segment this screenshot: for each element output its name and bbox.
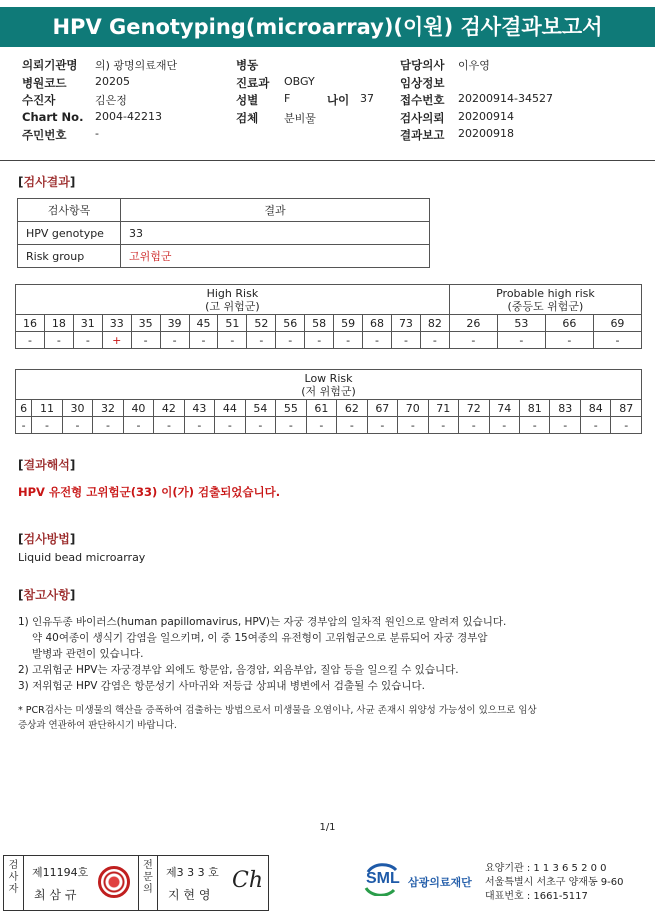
- hpv-type-cell: 84: [580, 400, 610, 417]
- hpv-result-cell: -: [245, 417, 275, 434]
- hpv-type-cell: 11: [32, 400, 62, 417]
- hpv-type-cell: 68: [363, 315, 392, 332]
- sex-label: 성별: [236, 93, 259, 107]
- receipt-no-value: 20200914-34527: [458, 92, 553, 105]
- hpv-type-cell: 42: [154, 400, 184, 417]
- hpv-type-cell: 56: [276, 315, 305, 332]
- doctor-label: 담당의사: [400, 58, 445, 72]
- low-risk-grid: [15, 369, 642, 434]
- result-table: [17, 198, 430, 268]
- report-value: 20200918: [458, 127, 514, 140]
- hpv-type-cell: 43: [184, 400, 214, 417]
- hpv-result-cell: -: [449, 332, 497, 349]
- interpretation-text: HPV 유전형 고위험군(33) 이(가) 검출되었습니다.: [18, 485, 281, 499]
- note-line: 2) 고위험군 HPV는 자궁경부암 외에도 항문암, 음경암, 외음부암, 질암 등을 일으킬 수 있습니다.: [18, 664, 459, 676]
- hpv-type-cell: 16: [16, 315, 45, 332]
- hpv-type-cell: 45: [189, 315, 218, 332]
- hpv-type-cell: 53: [497, 315, 545, 332]
- probable-risk-header: Probable high risk (중등도 위험군): [449, 285, 641, 315]
- seal-icon: [98, 866, 130, 898]
- hpv-type-cell: 30: [62, 400, 92, 417]
- hpv-type-cell: 33: [102, 315, 131, 332]
- high-risk-grid: [15, 284, 642, 349]
- hpv-type-cell: 59: [334, 315, 363, 332]
- hpv-result-cell: -: [154, 417, 184, 434]
- chart-label: Chart No.: [22, 109, 84, 124]
- sex-value: F: [284, 92, 291, 105]
- hpv-result-cell: -: [363, 332, 392, 349]
- hpv-result-cell: -: [489, 417, 519, 434]
- hpv-type-cell: 69: [593, 315, 641, 332]
- hpv-result-cell: -: [215, 417, 245, 434]
- clinical-label: 임상정보: [400, 75, 445, 90]
- hpv-type-cell: 70: [398, 400, 428, 417]
- hpv-type-cell: 61: [306, 400, 336, 417]
- hpv-result-cell: -: [73, 332, 102, 349]
- col-item-header: 검사항목: [18, 199, 121, 222]
- hpv-result-cell: -: [611, 417, 642, 434]
- hpv-result-cell: -: [334, 332, 363, 349]
- hpv-result-cell: -: [218, 332, 247, 349]
- sml-logo: [362, 862, 482, 896]
- reviewer-name: 지 현 영: [168, 888, 211, 902]
- hpv-result-cell: -: [520, 417, 550, 434]
- method-text: Liquid bead microarray: [18, 551, 146, 564]
- hpv-result-cell: -: [160, 332, 189, 349]
- hpv-result-cell: -: [550, 417, 580, 434]
- institution-label: 의뢰기관명: [22, 58, 78, 72]
- hpv-result-cell: -: [189, 332, 218, 349]
- hpv-result-cell: -: [247, 332, 276, 349]
- hpv-result-cell: -: [367, 417, 397, 434]
- hpv-type-cell: 39: [160, 315, 189, 332]
- hpv-type-cell: 67: [367, 400, 397, 417]
- chart-value: 2004-42213: [95, 109, 162, 123]
- high-risk-header: High Risk (고 위험군): [16, 285, 450, 315]
- hpv-type-cell: 55: [276, 400, 306, 417]
- signature: Ch: [232, 868, 264, 893]
- hpv-result-cell: +: [102, 332, 131, 349]
- hpv-result-cell: -: [337, 417, 367, 434]
- signature-box: [3, 855, 269, 911]
- patient-label: 수진자: [22, 93, 56, 107]
- hpv-result-cell: -: [593, 332, 641, 349]
- hpv-result-cell: -: [497, 332, 545, 349]
- hpv-result-cell: -: [62, 417, 92, 434]
- report-label: 결과보고: [400, 128, 445, 142]
- request-label: 검사의뢰: [400, 110, 445, 125]
- hpv-type-cell: 58: [305, 315, 334, 332]
- doctor-value: 이우영: [458, 59, 490, 72]
- hpv-result-cell: -: [428, 417, 458, 434]
- hpv-type-cell: 66: [545, 315, 593, 332]
- hpv-result-cell: -: [184, 417, 214, 434]
- table-row: [18, 222, 430, 245]
- hpv-result-cell: -: [123, 417, 153, 434]
- note-line: 1) 인유두종 바이러스(human papillomavirus, HPV)는 자궁 경부암의 일차적 원인으로 알려져 있습니다.: [18, 616, 507, 628]
- lab-address: [485, 862, 624, 904]
- note-line: 발병과 관련이 있습니다.: [32, 648, 144, 660]
- hospital-code-value: 20205: [95, 74, 130, 88]
- hpv-type-cell: 51: [218, 315, 247, 332]
- hpv-type-cell: 6: [16, 400, 32, 417]
- table-row: [18, 245, 430, 268]
- hpv-type-cell: 62: [337, 400, 367, 417]
- hpv-type-cell: 73: [391, 315, 420, 332]
- hpv-result-cell: -: [44, 332, 73, 349]
- hpv-type-cell: 18: [44, 315, 73, 332]
- patient-value: 김은정: [95, 94, 127, 107]
- hpv-type-cell: 54: [245, 400, 275, 417]
- reviewer-label: 전 문 의: [138, 856, 158, 910]
- hpv-result-cell: -: [391, 332, 420, 349]
- pcr-footnote: * PCR검사는 미생물의 핵산을 증폭하여 검출하는 방법으로서 미생물을 오염이나, 사균 존재시 위양성 가능성이 있으므로 임상 증상과 연관하여 판단하시기 바랍니다.: [18, 705, 537, 731]
- specimen-label: 검체: [236, 110, 259, 125]
- age-value: 37: [360, 92, 374, 105]
- hpv-result-cell: -: [459, 417, 489, 434]
- hpv-result-cell: -: [306, 417, 336, 434]
- rrn-label: 주민번호: [22, 128, 67, 142]
- row-item: Risk group: [18, 245, 121, 268]
- examiner-label: 검 사 자: [4, 856, 24, 910]
- address: 서울특별시 서초구 양재동 9-60: [485, 877, 624, 888]
- hpv-result-cell: -: [131, 332, 160, 349]
- examiner-name: 최 삼 규: [34, 888, 77, 902]
- logo-sml-text: SML: [366, 870, 400, 887]
- request-value: 20200914: [458, 109, 514, 123]
- reviewer-no: 제3 3 3 호: [166, 866, 219, 879]
- row-result: 고위험군: [121, 245, 430, 268]
- hpv-type-cell: 40: [123, 400, 153, 417]
- hpv-type-cell: 83: [550, 400, 580, 417]
- col-result-header: 결과: [121, 199, 430, 222]
- patient-info: [22, 57, 647, 145]
- row-result: 33: [121, 222, 430, 245]
- logo-name-text: 삼광의료재단: [408, 876, 472, 889]
- dept-value: OBGY: [284, 74, 315, 88]
- hpv-result-cell: -: [276, 417, 306, 434]
- hpv-type-cell: 35: [131, 315, 160, 332]
- section-result-title: [검사결과]: [18, 175, 76, 189]
- hpv-type-cell: 44: [215, 400, 245, 417]
- report-title: HPV Genotyping(microarray)(이원) 검사결과보고서: [0, 7, 655, 47]
- section-notes-title: [참고사항]: [18, 588, 76, 602]
- hpv-result-cell: -: [545, 332, 593, 349]
- hpv-type-cell: 26: [449, 315, 497, 332]
- institution-value: 의) 광명의료재단: [95, 59, 178, 72]
- hpv-result-cell: -: [16, 332, 45, 349]
- rrn-value: -: [95, 127, 99, 140]
- hpv-result-cell: -: [580, 417, 610, 434]
- care-no: 요양기관 : 1 1 3 6 5 2 0 0: [485, 863, 607, 874]
- hpv-result-cell: -: [32, 417, 62, 434]
- hpv-type-cell: 74: [489, 400, 519, 417]
- header-divider: [0, 160, 655, 161]
- hpv-type-cell: 71: [428, 400, 458, 417]
- ward-label: 병동: [236, 58, 259, 72]
- specimen-value: 분비물: [284, 111, 316, 125]
- page-number: 1/1: [319, 822, 336, 833]
- hpv-type-cell: 31: [73, 315, 102, 332]
- examiner-no: 제11194호: [32, 866, 89, 879]
- age-label: 나이: [327, 93, 350, 107]
- hpv-result-cell: -: [276, 332, 305, 349]
- hpv-result-cell: -: [93, 417, 123, 434]
- note-line: 약 40여종이 생식기 감염을 일으키며, 이 중 15여종의 유전형이 고위험군으로 분류되어 자궁 경부암: [32, 632, 488, 644]
- hpv-type-cell: 72: [459, 400, 489, 417]
- hpv-type-cell: 87: [611, 400, 642, 417]
- dept-label: 진료과: [236, 75, 270, 90]
- section-method-title: [검사방법]: [18, 532, 76, 546]
- section-interpretation-title: [결과해석]: [18, 458, 76, 472]
- hpv-result-cell: -: [16, 417, 32, 434]
- hpv-type-cell: 52: [247, 315, 276, 332]
- notes-list: [18, 614, 638, 694]
- hospital-code-label: 병원코드: [22, 75, 67, 90]
- row-item: HPV genotype: [18, 222, 121, 245]
- hpv-result-cell: -: [398, 417, 428, 434]
- hpv-type-cell: 81: [520, 400, 550, 417]
- phone: 대표번호 : 1661-5117: [485, 891, 588, 902]
- hpv-result-cell: -: [305, 332, 334, 349]
- hpv-type-cell: 32: [93, 400, 123, 417]
- receipt-no-label: 접수번호: [400, 93, 445, 107]
- low-risk-header: Low Risk (저 위험군): [16, 370, 642, 400]
- hpv-type-cell: 82: [420, 315, 449, 332]
- note-line: 3) 저위험군 HPV 감염은 항문성기 사마귀와 저등급 상피내 병변에서 검출될 수 있습니다.: [18, 680, 425, 692]
- hpv-result-cell: -: [420, 332, 449, 349]
